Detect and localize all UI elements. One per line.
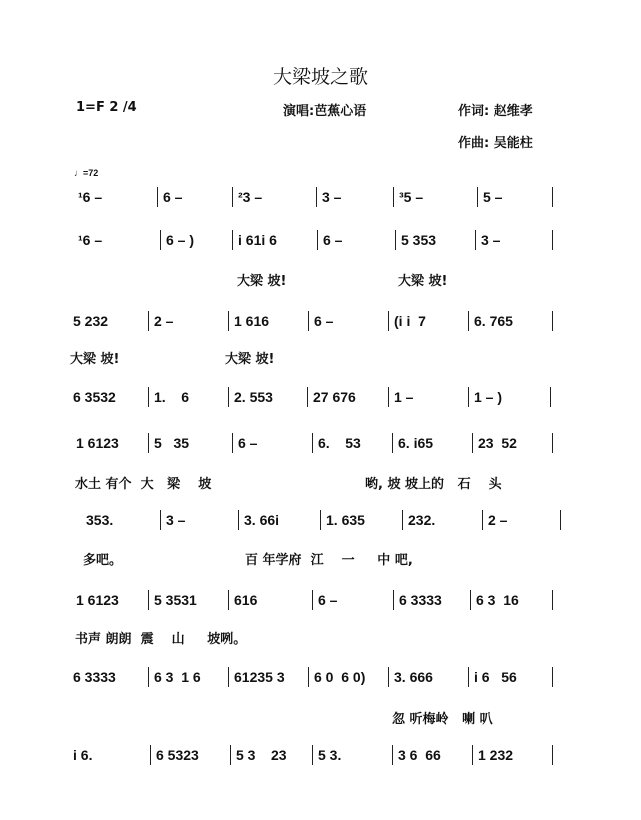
measure: 5 353: [401, 232, 437, 248]
measure: 27 676: [313, 389, 356, 405]
measure: 5 232: [73, 313, 109, 329]
key-signature: 1=F 2 /4: [76, 100, 137, 115]
bar-line: [552, 745, 553, 765]
measure: 353.: [86, 512, 114, 528]
measure: 5 3 23: [236, 747, 287, 763]
bar-line: [148, 311, 149, 331]
bar-line: [317, 230, 318, 250]
bar-line: [550, 387, 551, 407]
bar-line: [232, 230, 233, 250]
measure: 3. 666: [394, 669, 433, 685]
measure: 6 3333: [73, 669, 116, 685]
bar-line: [148, 433, 149, 453]
bar-line: [392, 433, 393, 453]
measure: 2. 553: [234, 389, 273, 405]
bar-line: [388, 311, 389, 331]
bar-line: [160, 510, 161, 530]
bar-line: [395, 230, 396, 250]
measure: 6 –: [323, 232, 343, 248]
bar-line: [472, 433, 473, 453]
bar-line: [552, 590, 553, 610]
lyric-line: 哟, 坡 坡上的 石 头: [365, 477, 502, 492]
measure: 6 –: [163, 189, 183, 205]
composer: 作曲: 吴能柱: [458, 136, 533, 151]
measure: ³5 –: [399, 189, 424, 205]
lyric-line: 百 年学府 江 一 中 吧,: [245, 553, 413, 568]
bar-line: [320, 510, 321, 530]
measure: 6 3333: [399, 592, 442, 608]
bar-line: [475, 230, 476, 250]
measure: 3 6 66: [398, 747, 441, 763]
measure: 6 –: [238, 435, 258, 451]
bar-line: [552, 311, 553, 331]
lyric-line: 大梁 坡!: [398, 274, 448, 289]
bar-line: [316, 187, 317, 207]
bar-line: [230, 745, 231, 765]
measure: 6. 765: [474, 313, 513, 329]
measure: 1 –: [394, 389, 414, 405]
measure: 616: [234, 592, 258, 608]
measure: i 61i 6: [238, 232, 277, 248]
measure: 1. 6: [154, 389, 190, 405]
bar-line: [552, 433, 553, 453]
bar-line: [312, 433, 313, 453]
measure: 1 – ): [474, 389, 503, 405]
bar-line: [482, 510, 483, 530]
measure: i 6 56: [474, 669, 517, 685]
measure: 5 35: [154, 435, 190, 451]
measure: 5 3531: [154, 592, 197, 608]
measure: 1. 635: [326, 512, 365, 528]
measure: 1 616: [234, 313, 270, 329]
bar-line: [312, 745, 313, 765]
bar-line: [312, 590, 313, 610]
bar-line: [308, 311, 309, 331]
tempo-marking: ♩=72: [74, 168, 99, 178]
bar-line: [157, 187, 158, 207]
measure: 2 –: [154, 313, 174, 329]
lyric-line: 大梁 坡!: [70, 352, 120, 367]
measure: 3 –: [481, 232, 501, 248]
bar-line: [392, 745, 393, 765]
bar-line: [402, 510, 403, 530]
measure: 6 0 6 0): [314, 669, 366, 685]
measure: i 6.: [73, 747, 93, 763]
lyric-line: 大梁 坡!: [225, 352, 275, 367]
measure: 232.: [408, 512, 436, 528]
measure: 6 –: [318, 592, 338, 608]
measure: 6. 53: [318, 435, 361, 451]
bar-line: [552, 667, 553, 687]
measure: 5 –: [483, 189, 503, 205]
measure: 6. i65: [398, 435, 434, 451]
bar-line: [472, 745, 473, 765]
lyric-line: 多吧。: [83, 553, 123, 568]
bar-line: [238, 510, 239, 530]
measure: 6 3 16: [476, 592, 519, 608]
measure: 6 –: [314, 313, 334, 329]
bar-line: [560, 510, 561, 530]
measure: 6 3532: [73, 389, 116, 405]
singer: 演唱:芭蕉心语: [283, 104, 367, 119]
bar-line: [552, 187, 553, 207]
lyric-line: 书声 朗朗 震 山 坡咧。: [75, 632, 247, 647]
bar-line: [477, 187, 478, 207]
bar-line: [148, 667, 149, 687]
lyric-line: 水土 有个 大 梁 坡: [75, 477, 212, 492]
bar-line: [228, 590, 229, 610]
measure: 61235 3: [234, 669, 285, 685]
bar-line: [232, 187, 233, 207]
lyric-line: 大梁 坡!: [237, 274, 287, 289]
measure: 6 5323: [156, 747, 199, 763]
bar-line: [468, 387, 469, 407]
bar-line: [393, 590, 394, 610]
measure: 1 6123: [76, 435, 119, 451]
bar-line: [468, 311, 469, 331]
measure: ²3 –: [238, 189, 263, 205]
measure: 1 6123: [76, 592, 119, 608]
bar-line: [388, 387, 389, 407]
bar-line: [393, 187, 394, 207]
bar-line: [388, 667, 389, 687]
bar-line: [160, 230, 161, 250]
bar-line: [552, 230, 553, 250]
measure: 3 –: [322, 189, 342, 205]
bar-line: [148, 590, 149, 610]
measure: 2 –: [488, 512, 508, 528]
measure: 1 232: [478, 747, 514, 763]
measure: (i i 7: [394, 313, 426, 329]
measure: 23 52: [478, 435, 517, 451]
bar-line: [148, 387, 149, 407]
bar-line: [228, 387, 229, 407]
bar-line: [228, 667, 229, 687]
measure: 6 3 1 6: [154, 669, 201, 685]
bar-line: [468, 667, 469, 687]
bar-line: [232, 433, 233, 453]
bar-line: [470, 590, 471, 610]
lyricist: 作词: 赵维孝: [458, 104, 533, 119]
measure: 3 –: [166, 512, 186, 528]
bar-line: [307, 387, 308, 407]
bar-line: [150, 745, 151, 765]
measure: 5 3.: [318, 747, 342, 763]
lyric-line: 忽 听梅岭 喇 叭: [392, 712, 493, 727]
measure: 3. 66i: [244, 512, 280, 528]
song-title: 大梁坡之歌: [272, 66, 368, 88]
bar-line: [308, 667, 309, 687]
bar-line: [228, 311, 229, 331]
measure: ¹6 –: [78, 189, 103, 205]
measure: ¹6 –: [78, 232, 103, 248]
measure: 6 – ): [166, 232, 195, 248]
